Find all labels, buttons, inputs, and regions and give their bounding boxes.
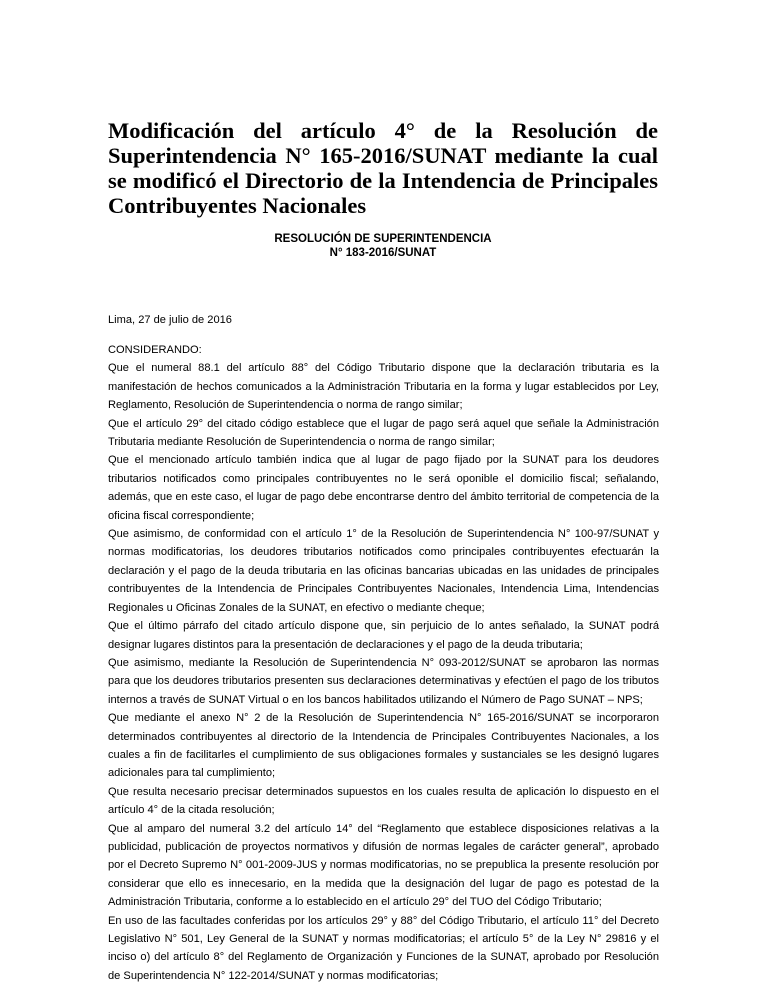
paragraph: Que mediante el anexo N° 2 de la Resolución de Superintendencia N° 165-2016/SUNAT se incorporaron determinados contribuyentes al directorio de la Intendencia de Principales Contribuyentes Nacionales, a los cuales a fin de facilitarles el cumplimiento de sus obligaciones formales y sustanciales se les designó lugares adicionales para tal cumplimiento;	[108, 712, 659, 780]
date-line: Lima, 27 de julio de 2016	[108, 314, 232, 326]
paragraph: Que asimismo, de conformidad con el artículo 1° de la Resolución de Superintendencia N° 100-97/SUNAT y normas modificatorias, los deudores tributarios notificados como principales contribuyentes efectuarán la declaración y el pago de la deuda tributaria en las oficinas bancarias ubicadas en las unidades de principales contribuyentes de la Intendencia de Principales Contribuyentes Nacionales, Intendencia Lima, Intendencias Regionales u Oficinas Zonales de la SUNAT, en efectivo o mediante cheque;	[108, 528, 659, 614]
considerando-section	[108, 341, 659, 985]
paragraph: Que al amparo del numeral 3.2 del artículo 14° del “Reglamento que establece disposiciones relativas a la publicidad, publicación de proyectos normativos y difusión de normas legales de carácter general”, aprobado por el Decreto Supremo N° 001-2009-JUS y normas modificatorias, no se prepublica la presente resolución por considerar que ello es innecesario, en la medida que la designación del lugar de pago es potestad de la Administración Tributaria, conforme a lo establecido en el artículo 29° del TUO del Código Tributario;	[108, 822, 659, 909]
paragraph: Que el mencionado artículo también indica que al lugar de pago fijado por la SUNAT para los deudores tributarios notificados como principales contribuyentes no le será oponible el domicilio fiscal; señalando, además, que en este caso, el lugar de pago debe encontrarse dentro del ámbito territorial de competencia de la oficina fiscal correspondiente;	[108, 454, 659, 522]
document-title: Modificación del artículo 4° de la Resolución de Superintendencia N° 165-2016/SUNAT mediante la cual se modificó el Directorio de la Intendencia de Principales Contribuyentes Nacionales	[108, 118, 658, 218]
resolution-title: RESOLUCIÓN DE SUPERINTENDENCIA	[274, 233, 492, 245]
paragraph: Que asimismo, mediante la Resolución de Superintendencia N° 093-2012/SUNAT se aprobaron las normas para que los deudores tributarios presenten sus declaraciones determinativas y efectúen el pago de los tributos internos a través de SUNAT Virtual o en los bancos habilitados utilizando el Número de Pago SUNAT – NPS;	[108, 656, 659, 706]
paragraph: Que resulta necesario precisar determinados supuestos en los cuales resulta de aplicación lo dispuesto en el artículo 4° de la citada resolución;	[108, 785, 659, 817]
paragraph: Que el último párrafo del citado artículo dispone que, sin perjuicio de lo antes señalado, la SUNAT podrá designar lugares distintos para la presentación de declaraciones y el pago de la deuda tributaria;	[108, 620, 659, 651]
considerando-label: CONSIDERANDO:	[108, 344, 202, 356]
paragraph: En uso de las facultades conferidas por los artículos 29° y 88° del Código Tributario, el artículo 11° del Decreto Legislativo N° 501, Ley General de la SUNAT y normas modificatorias; el artículo 5° de la Ley N° 29816 y el inciso o) del artículo 8° del Reglamento de Organización y Funciones de la SUNAT, aprobado por Resolución de Superintendencia N° 122-2014/SUNAT y normas modificatorias;	[108, 914, 659, 982]
paragraph: Que el numeral 88.1 del artículo 88° del Código Tributario dispone que la declaración tributaria es la manifestación de hechos comunicados a la Administración Tributaria en la forma y lugar establecidos por Ley, Reglamento, Resolución de Superintendencia o norma de rango similar;	[108, 362, 659, 412]
paragraph: Que el artículo 29° del citado código establece que el lugar de pago será aquel que señale la Administración Tributaria mediante Resolución de Superintendencia o norma de rango similar;	[108, 417, 659, 449]
resolution-number: N° 183-2016/SUNAT	[329, 247, 437, 259]
resolution-heading	[108, 232, 658, 260]
